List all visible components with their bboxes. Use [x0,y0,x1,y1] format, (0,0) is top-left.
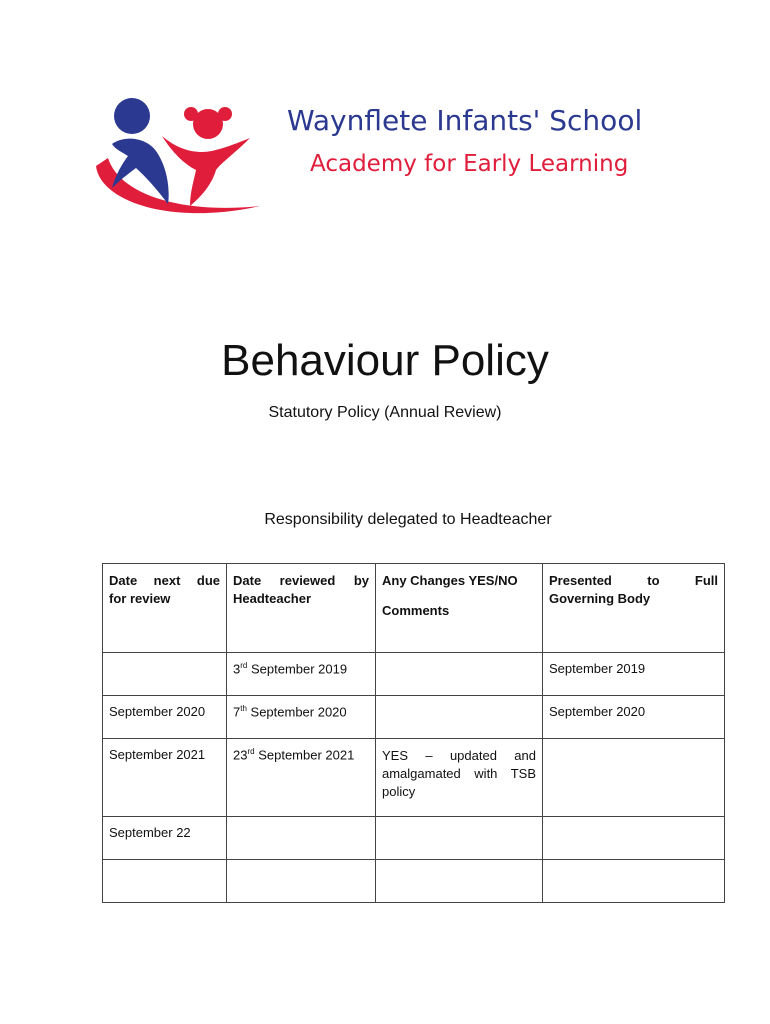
cell-changes: YES – updated and amalgamated with TSB policy [376,739,543,817]
table-row [103,860,725,903]
cell-reviewed: 7th September 2020 [227,696,376,739]
table-row [103,817,725,860]
cell-presented: September 2019 [543,653,725,696]
cell-presented: September 2020 [543,696,725,739]
table-row [103,653,725,696]
header-reviewed: Date reviewed by Headteacher [227,564,376,653]
header-next-due: Date next due for review [103,564,227,653]
cell-next-due: September 22 [103,817,227,860]
school-tagline: Academy for Early Learning [310,151,629,177]
school-name: Waynflete Infants' School [287,104,643,137]
cell-next-due [103,653,227,696]
header-changes: Any Changes YES/NO Comments [376,564,543,653]
cell-next-due: September 2021 [103,739,227,817]
cell-reviewed [227,817,376,860]
review-history-table [102,563,725,903]
two-children-figures-logo-icon [90,96,270,221]
responsibility-line: Responsibility delegated to Headteacher [264,511,552,528]
cell-changes [376,817,543,860]
school-logo [90,96,690,226]
cell-reviewed: 23rd September 2021 [227,739,376,817]
document-subtitle: Statutory Policy (Annual Review) [268,404,502,421]
document-title: Behaviour Policy [221,336,549,385]
cell-reviewed: 3rd September 2019 [227,653,376,696]
cell-reviewed [227,860,376,903]
cell-changes [376,696,543,739]
cell-presented [543,739,725,817]
header-presented: Presented to Full Governing Body [543,564,725,653]
cell-presented [543,817,725,860]
table-header-row [103,564,725,653]
cell-next-due [103,860,227,903]
cell-changes [376,653,543,696]
cell-presented [543,860,725,903]
cell-changes [376,860,543,903]
header-comments: Comments [382,603,450,618]
table-row [103,739,725,817]
cell-next-due: September 2020 [103,696,227,739]
table-row [103,696,725,739]
